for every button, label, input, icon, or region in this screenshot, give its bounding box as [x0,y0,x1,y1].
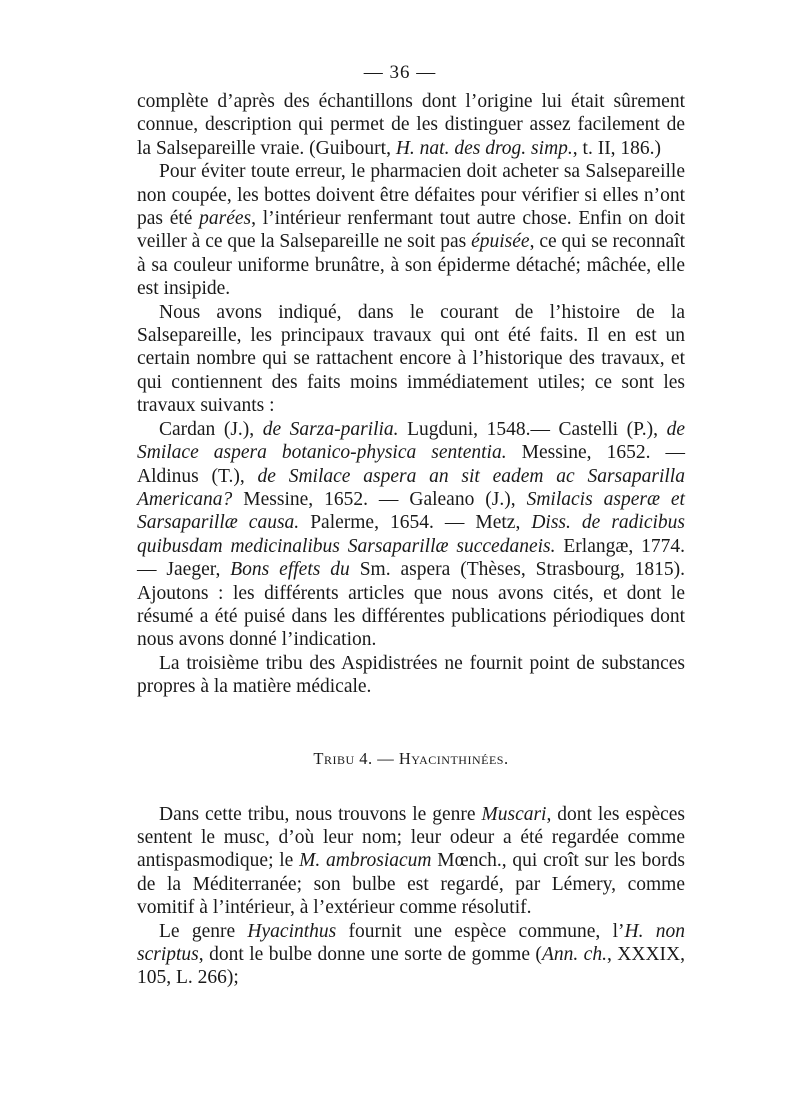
italic-citation: H. nat. des drog. simp. [395,137,573,159]
italic-title: Bons effets du [230,559,350,581]
paragraph-1 [137,90,685,160]
text-run: complète d’après des échantillons dont l’origine lui était sûrement connue, description qui permet de les distinguer assez facilement de la Salsepareille vraie. (Guibourt, [137,91,685,159]
text-run: , t. II, 186.) [572,137,662,159]
paragraph-3: Nous avons indiqué, dans le courant de l’histoire de la Salsepareille, les principaux travaux qui ont été faits. Il en est un certain nombre qui se rattachent encore à l’historique des travaux, et qui contiennent des faits moins immédiatement utiles; ce sont les travaux suivants : [137,301,685,417]
text-run: Lugduni, 1548.— Castelli (P.), [398,418,667,440]
text-run: , dont les espèces sentent le musc, d’où leur nom; leur odeur a été regardée comme antispasmodique; le [137,803,685,872]
italic-genus: Hyacinthus [247,920,337,942]
italic-title: Diss. de radicibus quibusdam medicinalibus Sarsaparillæ succedaneis. [137,512,685,557]
text-run: , ce qui se reconnaît à sa couleur uniforme brunâtre, à son épiderme détaché; mâchée, elle est insipide. [137,231,685,300]
italic-title: de Smilace aspera botanico-physica sententia. [137,418,685,464]
page-body [137,90,685,990]
italic-title: de Smilace aspera an sit eadem ac Sarsaparilla Americana? [137,465,685,510]
italic-term: parées [199,208,252,230]
page-number: — 36 — [363,62,437,83]
text-run: Le genre [159,920,248,942]
text-run: Sm. aspera (Thèses, Strasbourg, 1815). Ajoutons : les différents articles que nous avons cités, et dont le résumé a été puisé dans les différentes publications périodiques dont nous avons donné l’indication. [137,559,685,651]
text-run: Cardan (J.), [159,418,263,440]
italic-citation: Ann. ch. [541,944,607,965]
text-run: , dont le bulbe donne une sorte de gomme ( [198,944,542,965]
italic-genus: Muscari [481,803,547,825]
text-run: Erlangæ, 1774. — Jaeger, [137,535,685,581]
paragraph-4-references [137,418,685,652]
paragraph-7 [137,920,685,990]
paragraph-6 [137,803,685,920]
text-run: Messine, 1652. — Galeano (J.), [232,488,527,510]
text-run: Palerme, 1654. — Metz, [299,512,532,534]
paragraph-5: La troisième tribu des Aspidistrées ne fournit point de substances propres à la matière médicale. [137,652,685,698]
italic-title: Smilacis asperæ et Sarsaparillæ causa. [137,488,685,534]
section-heading: Tribu 4. — Hyacinthinées. [313,748,509,768]
text-run: Dans cette tribu, nous trouvons le genre [159,803,482,825]
text-run: Messine, 1652. — Aldinus (T.), [137,442,686,487]
italic-species: H. non scriptus [137,920,685,965]
paragraph-2 [137,160,685,300]
text-run: Pour éviter toute erreur, le pharmacien doit acheter sa Salsepareille non coupée, les bottes doivent être défaites pour vérifier si elles n’ont pas été [137,161,685,230]
italic-title: de Sarza-parilia. [262,418,399,440]
italic-term: épuisée [471,231,530,253]
text-run: fournit une espèce commune, l’ [336,920,625,942]
italic-species: M. ambrosiacum [299,850,432,872]
text-run: , XXXIX, 105, L. 266); [137,944,685,989]
text-run: , l’intérieur renfermant tout autre chose. Enfin on doit veiller à ce que la Salsepareille ne soit pas [137,208,685,253]
text-run: Mœnch., qui croît sur les bords de la Méditerranée; son bulbe est regardé, par Lémery, comme vomitif à l’intérieur, à l’extérieur comme résolutif. [137,850,685,919]
